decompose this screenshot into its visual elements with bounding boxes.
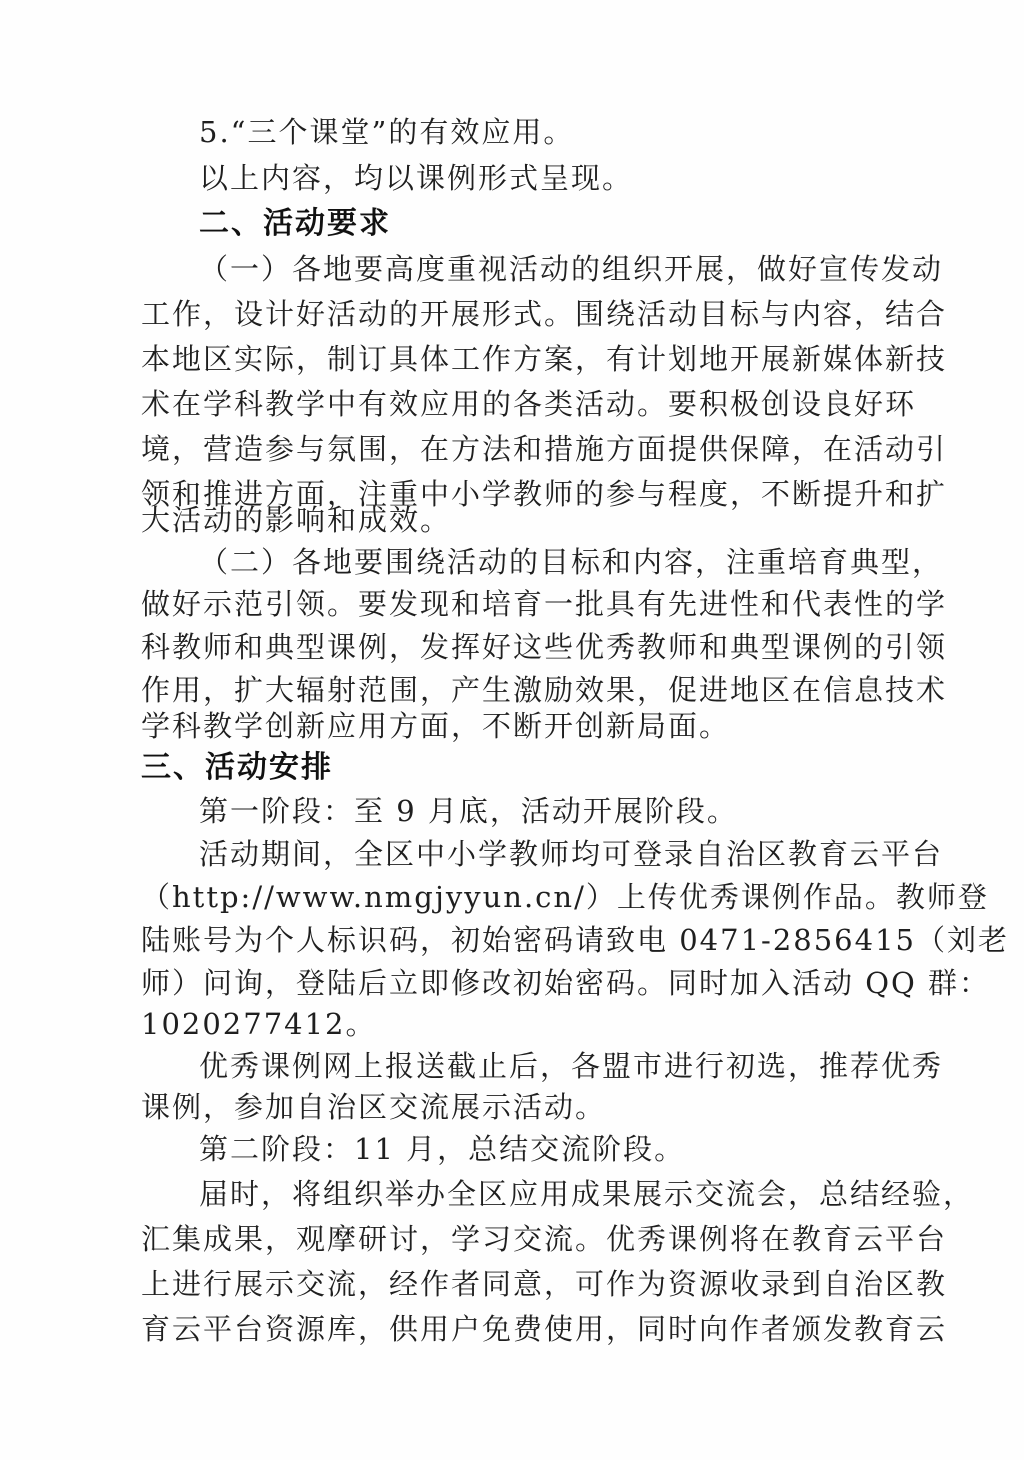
paragraph-line: 师）问询，登陆后立即修改初始密码。同时加入活动 QQ 群： [141, 966, 990, 1000]
paragraph-line: 学科教学创新应用方面，不断开创新局面。 [141, 709, 731, 743]
paragraph-line: 科教师和典型课例，发挥好这些优秀教师和典型课例的引领 [141, 630, 948, 664]
paragraph-line: 上进行展示交流，经作者同意，可作为资源收录到自治区教 [141, 1267, 948, 1301]
section-heading-schedule: 三、活动安排 [141, 750, 333, 785]
paragraph-line: 工作，设计好活动的开展形式。围绕活动目标与内容，结合 [141, 297, 948, 331]
list-item-5: 5.“三个课堂”的有效应用。 [199, 115, 575, 149]
paragraph-line: 术在学科教学中有效应用的各类活动。要积极创设良好环 [141, 387, 917, 421]
paragraph-line: 领和推进方面，注重中小学教师的参与程度，不断提升和扩 [141, 477, 948, 511]
paragraph-line: 课例，参加自治区交流展示活动。 [141, 1090, 607, 1124]
paragraph-line: 1020277412。 [141, 1007, 377, 1041]
paragraph-line: 陆账号为个人标识码，初始密码请致电 0471-2856415（刘老 [141, 923, 1009, 957]
paragraph-line: 大活动的影响和成效。 [141, 503, 452, 537]
paragraph-line: 育云平台资源库，供用户免费使用，同时向作者颁发教育云 [141, 1312, 948, 1346]
section-heading-requirements: 二、活动要求 [199, 206, 391, 241]
paragraph-line: 届时，将组织举办全区应用成果展示交流会，总结经验， [199, 1177, 975, 1211]
paragraph-line: （http://www.nmgjyyun.cn/）上传优秀课例作品。教师登 [141, 880, 989, 914]
phase-one-line: 第一阶段：至 9 月底，活动开展阶段。 [199, 794, 738, 828]
paragraph-line: 活动期间，全区中小学教师均可登录自治区教育云平台 [199, 837, 944, 871]
paragraph-line: 本地区实际，制订具体工作方案，有计划地开展新媒体新技 [141, 342, 948, 376]
paragraph-line: 优秀课例网上报送截止后，各盟市进行初选，推荐优秀 [199, 1049, 944, 1083]
paragraph-line: （一）各地要高度重视活动的组织开展，做好宣传发动 [199, 252, 944, 286]
paragraph-line: （二）各地要围绕活动的目标和内容，注重培育典型， [199, 545, 944, 579]
paragraph-line: 作用，扩大辐射范围，产生激励效果，促进地区在信息技术 [141, 673, 948, 707]
phase-two-line: 第二阶段：11 月，总结交流阶段。 [199, 1132, 686, 1166]
paragraph-line: 汇集成果，观摩研讨，学习交流。优秀课例将在教育云平台 [141, 1222, 948, 1256]
paragraph-line: 做好示范引领。要发现和培育一批具有先进性和代表性的学 [141, 587, 948, 621]
paragraph-line: 境，营造参与氛围，在方法和措施方面提供保障，在活动引 [141, 432, 948, 466]
summary-line: 以上内容，均以课例形式呈现。 [199, 161, 634, 195]
